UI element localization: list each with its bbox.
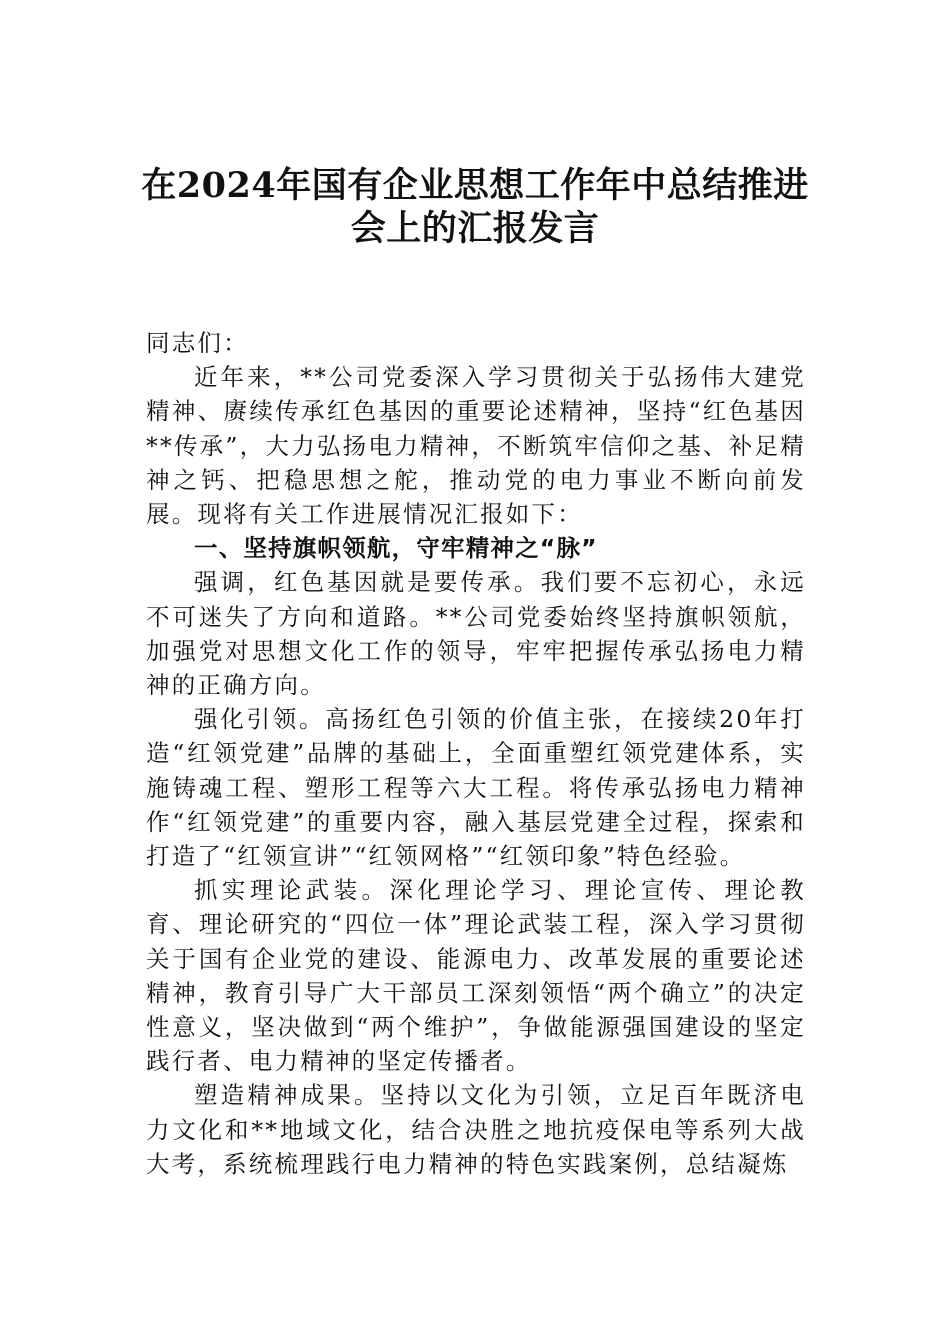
paragraph-spiritual-achievements: 塑造精神成果。坚持以文化为引领，立足百年既济电力文化和**地域文化，结合决胜之地抗疫保电等系列大战大考，系统梳理践行电力精神的特色实践案例，总结凝炼 bbox=[146, 1081, 806, 1178]
document-body bbox=[146, 326, 806, 1181]
document-title-line-2: 会上的汇报发言 bbox=[350, 208, 600, 249]
salutation: 同志们： bbox=[146, 329, 249, 357]
document-title-line-1: 在2024年国有企业思想工作年中总结推进 bbox=[141, 165, 809, 206]
section-heading-1: 一、坚持旗帜领航，守牢精神之“脉” bbox=[194, 534, 598, 563]
paragraph-intro: 近年来，**公司党委深入学习贯彻关于弘扬伟大建党精神、赓续传承红色基因的重要论述精神，坚持“红色基因 **传承”，大力弘扬电力精神，不断筑牢信仰之基、补足精神之钙、把稳思想之舵，推动党的电力事业不断向前发展。现将有关工作进展情况汇报如下： bbox=[146, 363, 806, 529]
paragraph-section-1-lead: 强调，红色基因就是要传承。我们要不忘初心，永远不可迷失了方向和道路。**公司党委始终坚持旗帜领航，加强党对思想文化工作的领导，牢牢把握传承弘扬电力精神的正确方向。 bbox=[146, 568, 806, 700]
paragraph-theory-armament: 抓实理论武装。深化理论学习、理论宣传、理论教育、理论研究的“四位一体”理论武装工程，深入学习贯彻关于国有企业党的建设、能源电力、改革发展的重要论述精神，教育引导广大干部员工深刻领悟“两个确立”的决定性意义，坚决做到“两个维护”，争做能源强国建设的坚定践行者、电力精神的坚定传播者。 bbox=[146, 876, 806, 1076]
paragraph-strengthen-guidance: 强化引领。高扬红色引领的价值主张，在接续20年打造“红领党建”品牌的基础上，全面重塑红领党建体系，实施铸魂工程、塑形工程等六大工程。将传承弘扬电力精神作“红领党建”的重要内容，融入基层党建全过程，探索和打造了“红领宣讲”“红领网格”“红领印象”特色经验。 bbox=[146, 705, 806, 871]
